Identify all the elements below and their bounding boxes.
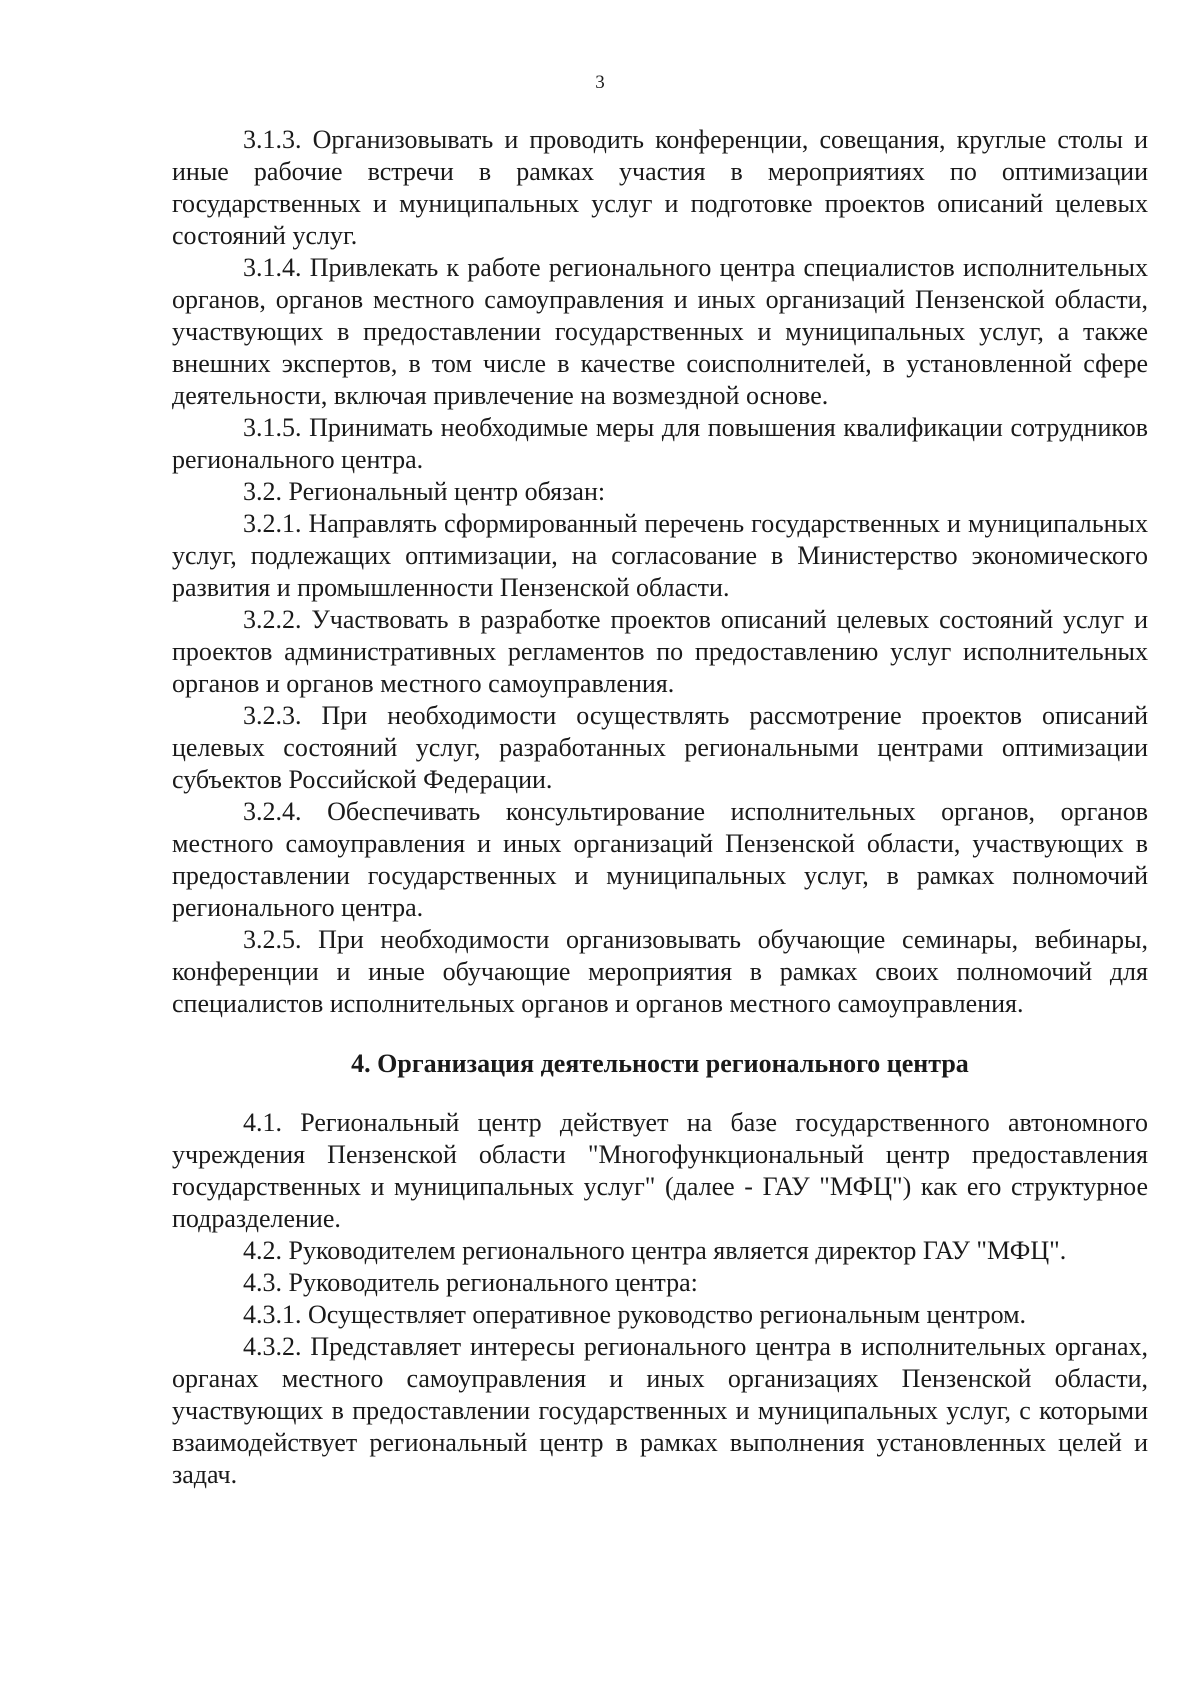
paragraph-4-3: 4.3. Руководитель регионального центра: <box>243 1268 698 1297</box>
paragraph-3-1-3: 3.1.3. Организовывать и проводить конференции, совещания, круглые столы и иные рабочие встречи в рамках участия в мероприятиях по оптимизации государственных и муниципальных услуг и подготовке проектов описаний целевых состояний услуг. <box>172 125 1148 250</box>
paragraph-3-2-2: 3.2.2. Участвовать в разработке проектов описаний целевых состояний услуг и проектов административных регламентов по предоставлению услуг исполнительных органов и органов местного самоуправления. <box>172 605 1148 698</box>
section-heading: 4. Организация деятельности регионального центра <box>351 1049 969 1078</box>
paragraph-3-2-5: 3.2.5. При необходимости организовывать обучающие семинары, вебинары, конференции и иные обучающие мероприятия в рамках своих полномочий для специалистов исполнительных органов и органов местного самоуправления. <box>172 925 1148 1018</box>
page-number: 3 <box>595 72 605 93</box>
paragraph-3-1-5: 3.1.5. Принимать необходимые меры для повышения квалификации сотрудников регионального центра. <box>172 413 1148 474</box>
document-body <box>172 124 1148 1491</box>
paragraph-4-3-2: 4.3.2. Представляет интересы регионального центра в исполнительных органах, органах местного самоуправления и иных организациях Пензенской области, участвующих в предоставлении государственных и муниципальных услуг, с которыми взаимодействует региональный центр в рамках выполнения установленных целей и задач. <box>172 1332 1148 1489</box>
paragraph-3-2: 3.2. Региональный центр обязан: <box>243 477 606 506</box>
paragraph-4-1: 4.1. Региональный центр действует на базе государственного автономного учреждения Пензенской области "Многофункциональный центр предоставления государственных и муниципальных услуг" (далее - ГАУ "МФЦ") как его структурное подразделение. <box>172 1108 1148 1233</box>
paragraph-4-2: 4.2. Руководителем регионального центра является директор ГАУ "МФЦ". <box>243 1236 1067 1265</box>
paragraph-3-2-4: 3.2.4. Обеспечивать консультирование исполнительных органов, органов местного самоуправления и иных организаций Пензенской области, участвующих в предоставлении государственных и муниципальных услуг, в рамках полномочий регионального центра. <box>172 797 1148 922</box>
paragraph-3-2-1: 3.2.1. Направлять сформированный перечень государственных и муниципальных услуг, подлежащих оптимизации, на согласование в Министерство экономического развития и промышленности Пензенской области. <box>172 509 1148 602</box>
paragraph-4-3-1: 4.3.1. Осуществляет оперативное руководство региональным центром. <box>243 1300 1027 1329</box>
paragraph-3-1-4: 3.1.4. Привлекать к работе регионального центра специалистов исполнительных органов, органов местного самоуправления и иных организаций Пензенской области, участвующих в предоставлении государственных и муниципальных услуг, а также внешних экспертов, в том числе в качестве соисполнителей, в установленной сфере деятельности, включая привлечение на возмездной основе. <box>172 253 1148 410</box>
paragraph-3-2-3: 3.2.3. При необходимости осуществлять рассмотрение проектов описаний целевых состояний услуг, разработанных региональными центрами оптимизации субъектов Российской Федерации. <box>172 701 1148 794</box>
